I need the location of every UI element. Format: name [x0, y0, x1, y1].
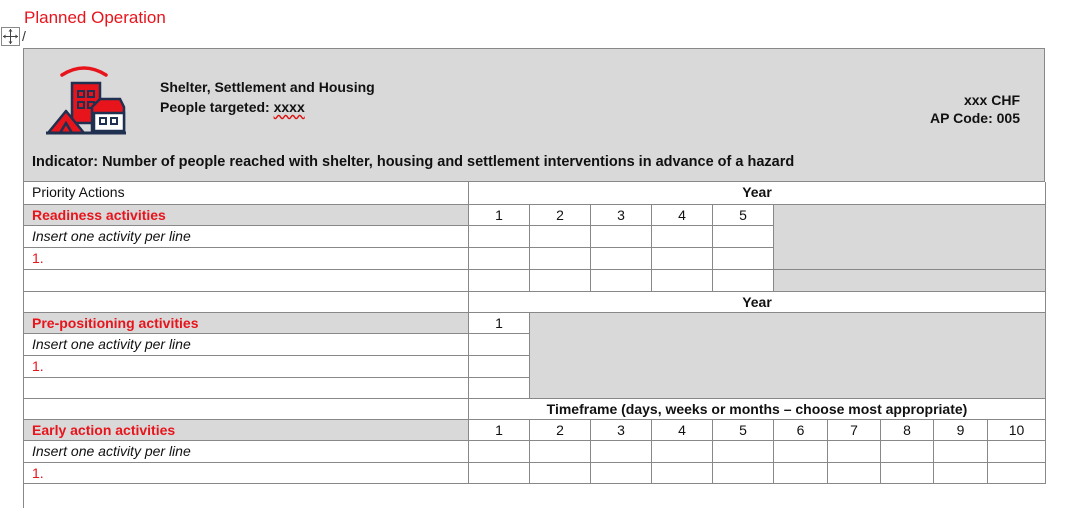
- table-cell: [24, 292, 469, 313]
- early-action-activity-item[interactable]: 1.: [24, 463, 469, 484]
- people-targeted: [160, 99, 305, 115]
- early-action-col: 2: [530, 420, 591, 441]
- table-cell[interactable]: [591, 463, 652, 484]
- ap-code: AP Code: 005: [930, 110, 1020, 126]
- activity-table: [23, 181, 1045, 508]
- table-cell[interactable]: [934, 441, 988, 463]
- table-cell[interactable]: [713, 463, 774, 484]
- early-action-col: 7: [828, 420, 881, 441]
- readiness-unused-area: [774, 270, 1046, 292]
- move-icon: [2, 28, 19, 45]
- table-cell[interactable]: [591, 248, 652, 270]
- early-action-col: 9: [934, 420, 988, 441]
- priority-actions-header: Priority Actions: [24, 182, 469, 205]
- readiness-col: 1: [469, 205, 530, 226]
- table-cell[interactable]: [713, 441, 774, 463]
- prepositioning-unused-area: [530, 313, 1046, 399]
- table-cell[interactable]: [652, 270, 713, 292]
- prepositioning-activity-empty[interactable]: [24, 378, 469, 399]
- people-targeted-label: People targeted:: [160, 99, 274, 115]
- table-cell[interactable]: [934, 463, 988, 484]
- readiness-activity-item[interactable]: 1.: [24, 248, 469, 270]
- readiness-activities-label: Readiness activities: [24, 205, 469, 226]
- early-action-col: 6: [774, 420, 828, 441]
- readiness-col: 4: [652, 205, 713, 226]
- table-cell[interactable]: [469, 356, 530, 378]
- table-cell[interactable]: [774, 463, 828, 484]
- early-action-col: 4: [652, 420, 713, 441]
- table-cell[interactable]: [591, 441, 652, 463]
- early-action-col: 1: [469, 420, 530, 441]
- table-cell[interactable]: [988, 441, 1046, 463]
- readiness-col: 3: [591, 205, 652, 226]
- readiness-activity-placeholder[interactable]: Insert one activity per line: [24, 226, 469, 248]
- table-cell[interactable]: [591, 270, 652, 292]
- table-cell[interactable]: [469, 463, 530, 484]
- prepositioning-activity-placeholder[interactable]: Insert one activity per line: [24, 334, 469, 356]
- table-cell[interactable]: [652, 248, 713, 270]
- table-cell[interactable]: [881, 463, 934, 484]
- readiness-unused-area: [774, 205, 1046, 270]
- early-action-col: 5: [713, 420, 774, 441]
- table-cell[interactable]: [530, 270, 591, 292]
- sector-header: [23, 48, 1045, 147]
- indicator-row: Indicator: Number of people reached with shelter, housing and settlement interventions in advance of a hazard: [23, 146, 1045, 182]
- table-cell[interactable]: [881, 441, 934, 463]
- table-cell[interactable]: [828, 463, 881, 484]
- table-cell[interactable]: [828, 441, 881, 463]
- year-header: Year: [469, 182, 1046, 205]
- prepositioning-activities-label: Pre-positioning activities: [24, 313, 469, 334]
- early-action-col: 10: [988, 420, 1046, 441]
- table-cell[interactable]: [988, 463, 1046, 484]
- table-cell[interactable]: [469, 378, 530, 399]
- table-cell[interactable]: [469, 248, 530, 270]
- early-action-col: 3: [591, 420, 652, 441]
- readiness-col: 2: [530, 205, 591, 226]
- table-move-handle[interactable]: [1, 27, 20, 46]
- section-heading: Planned Operation: [24, 8, 166, 27]
- table-cell[interactable]: [530, 248, 591, 270]
- table-cell[interactable]: [530, 441, 591, 463]
- table-cell: [24, 399, 469, 420]
- table-cell[interactable]: [774, 441, 828, 463]
- table-cell[interactable]: [652, 463, 713, 484]
- table-cell[interactable]: [713, 248, 774, 270]
- people-targeted-value: xxxx: [273, 99, 305, 115]
- table-cell[interactable]: [652, 226, 713, 248]
- budget-amount: xxx CHF: [963, 92, 1020, 108]
- table-cell[interactable]: [469, 334, 530, 356]
- prepositioning-activity-item[interactable]: 1.: [24, 356, 469, 378]
- year-header-2: Year: [469, 292, 1046, 313]
- early-action-activities-label: Early action activities: [24, 420, 469, 441]
- table-cell[interactable]: [530, 226, 591, 248]
- readiness-col: 5: [713, 205, 774, 226]
- text-cursor-mark: /: [22, 28, 26, 44]
- table-cell[interactable]: [469, 270, 530, 292]
- table-cell[interactable]: [591, 226, 652, 248]
- prepositioning-col: 1: [469, 313, 530, 334]
- table-cell[interactable]: [469, 441, 530, 463]
- shelter-houses-icon: [44, 59, 128, 137]
- table-cell[interactable]: [530, 463, 591, 484]
- early-action-activity-placeholder[interactable]: Insert one activity per line: [24, 441, 469, 463]
- sector-title: Shelter, Settlement and Housing: [160, 79, 375, 95]
- readiness-activity-empty[interactable]: [24, 270, 469, 292]
- table-cell[interactable]: [652, 441, 713, 463]
- table-cell[interactable]: [713, 270, 774, 292]
- timeframe-header: Timeframe (days, weeks or months – choose most appropriate): [469, 399, 1046, 420]
- early-action-col: 8: [881, 420, 934, 441]
- table-cell[interactable]: [469, 226, 530, 248]
- table-cell[interactable]: [713, 226, 774, 248]
